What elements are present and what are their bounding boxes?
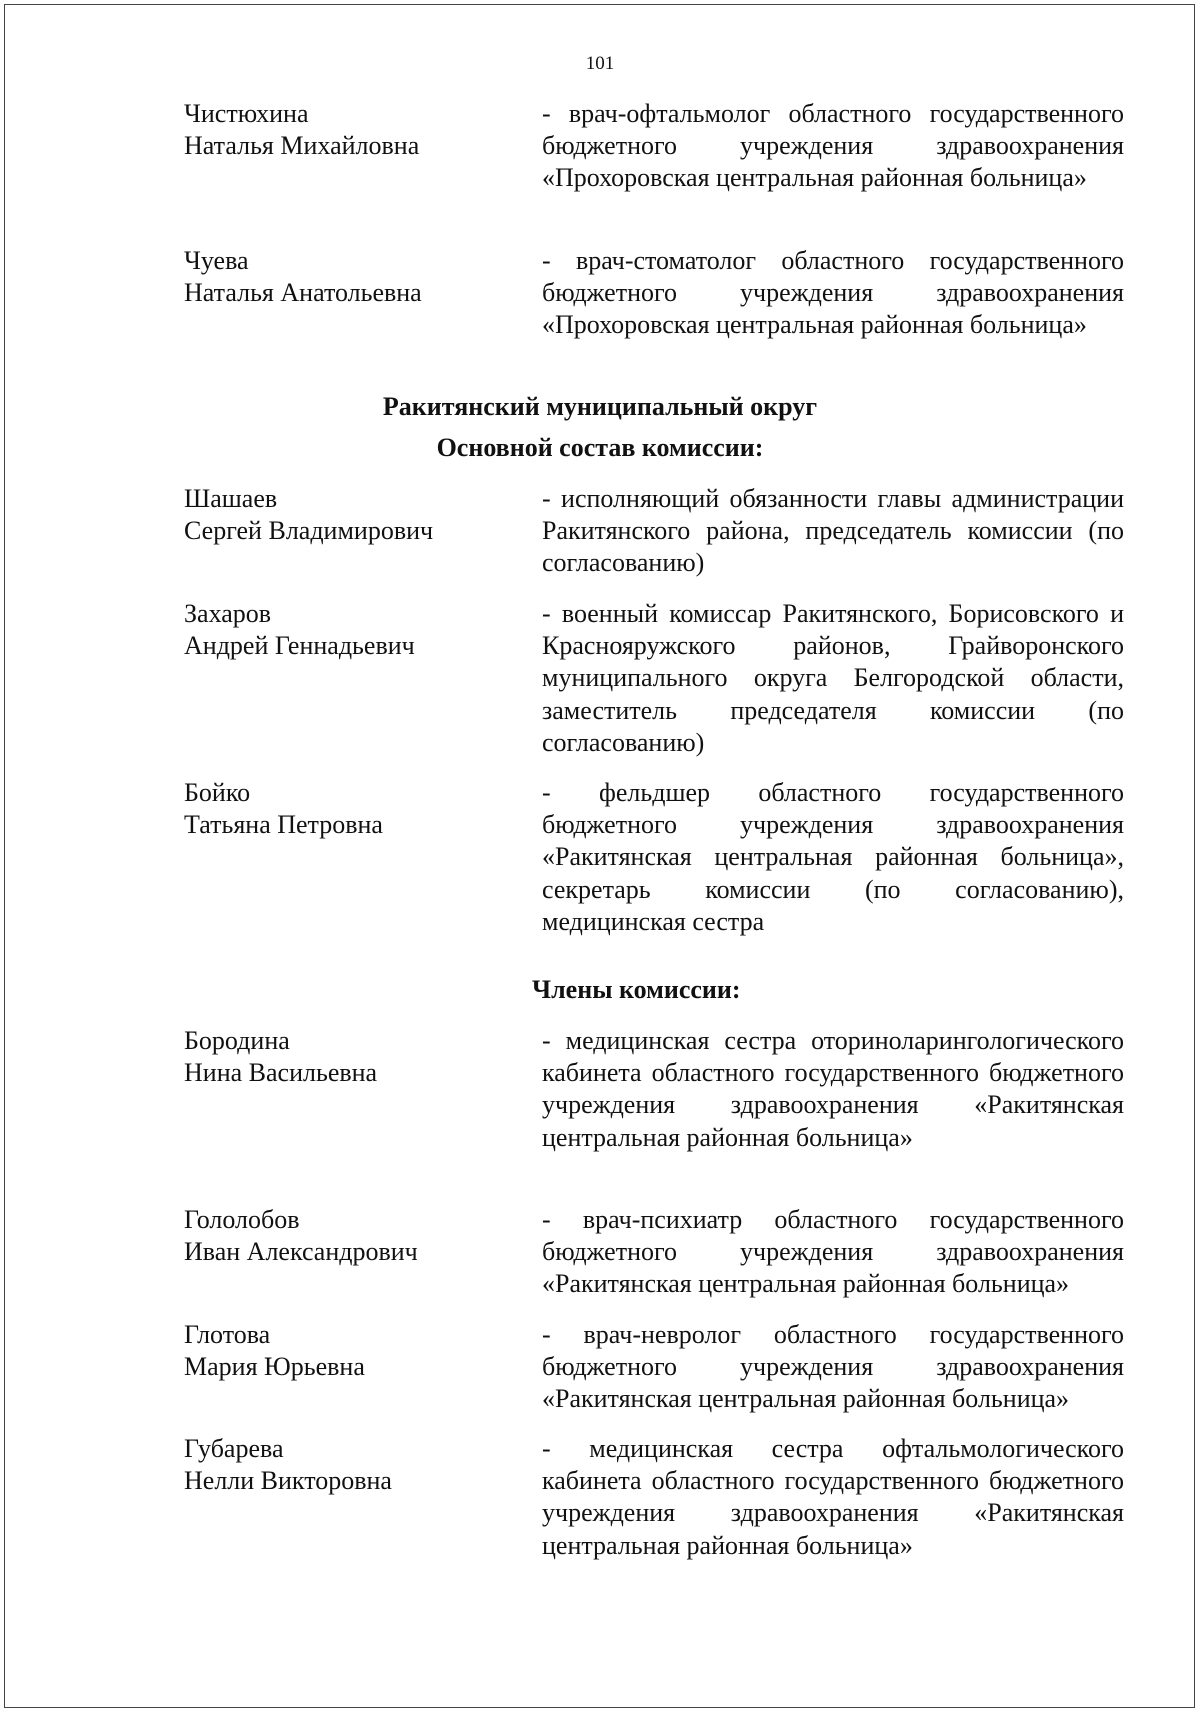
person-given-names: Мария Юрьевна [184, 1352, 365, 1382]
person-surname: Бойко [184, 778, 251, 807]
person-surname: Гололобов [184, 1205, 300, 1234]
person-name [184, 245, 524, 309]
person-name [184, 1025, 524, 1089]
person-surname: Захаров [184, 599, 272, 628]
section-title: Ракитянский муниципальный округ [382, 392, 818, 421]
person-surname: Шашаев [184, 484, 278, 513]
person-position: - фельдшер областного государственного бюджетного учреждения здравоохранения «Ракитянская центральная районная больница», секретарь комиссии (по согласованию), медицинская сестра [542, 778, 1124, 936]
person-name [184, 483, 524, 547]
person-surname: Чуева [184, 246, 249, 275]
person-surname: Глотова [184, 1320, 271, 1349]
person-surname: Чистюхина [184, 99, 309, 128]
person-name [184, 1433, 524, 1497]
person-given-names: Нелли Викторовна [184, 1466, 392, 1496]
main-composition-heading: Основной состав комиссии: [436, 433, 764, 462]
person-surname: Губарева [184, 1434, 284, 1463]
person-position: - врач-невролог областного государственного бюджетного учреждения здравоохранения «Ракитянская центральная районная больница» [542, 1320, 1124, 1414]
person-given-names: Наталья Михайловна [184, 131, 420, 161]
person-given-names: Наталья Анатольевна [184, 278, 422, 308]
person-position: - военный комиссар Ракитянского, Борисовского и Краснояружского районов, Грайворонского муниципального округа Белгородской области, заместитель председателя комиссии (по согласованию) [542, 599, 1124, 757]
members-heading: Члены комиссии: [532, 975, 741, 1004]
person-position: - медицинская сестра офтальмологического кабинета областного государственного бюджетного учреждения здравоохранения «Ракитянская центральная районная больница» [542, 1434, 1124, 1560]
person-name [184, 1204, 524, 1268]
person-position: - врач-стоматолог областного государственного бюджетного учреждения здравоохранения «Прохоровская центральная районная больница» [542, 246, 1124, 340]
person-surname: Бородина [184, 1026, 290, 1055]
person-name [184, 98, 524, 162]
person-given-names: Андрей Геннадьевич [184, 631, 415, 661]
person-position: - исполняющий обязанности главы администрации Ракитянского района, председатель комиссии (по согласованию) [542, 484, 1124, 578]
person-position: - медицинская сестра оториноларингологического кабинета областного государственного бюджетного учреждения здравоохранения «Ракитянская центральная районная больница» [542, 1026, 1124, 1152]
page-number: 101 [585, 53, 615, 74]
person-given-names: Сергей Владимирович [184, 516, 434, 546]
person-name [184, 777, 524, 841]
person-given-names: Нина Васильевна [184, 1058, 378, 1088]
person-name [184, 598, 524, 662]
person-given-names: Иван Александрович [184, 1237, 418, 1267]
person-name [184, 1319, 524, 1383]
person-position: - врач-психиатр областного государственного бюджетного учреждения здравоохранения «Ракитянская центральная районная больница» [542, 1205, 1124, 1299]
person-position: - врач-офтальмолог областного государственного бюджетного учреждения здравоохранения «Прохоровская центральная районная больница» [542, 99, 1124, 193]
person-given-names: Татьяна Петровна [184, 810, 383, 840]
